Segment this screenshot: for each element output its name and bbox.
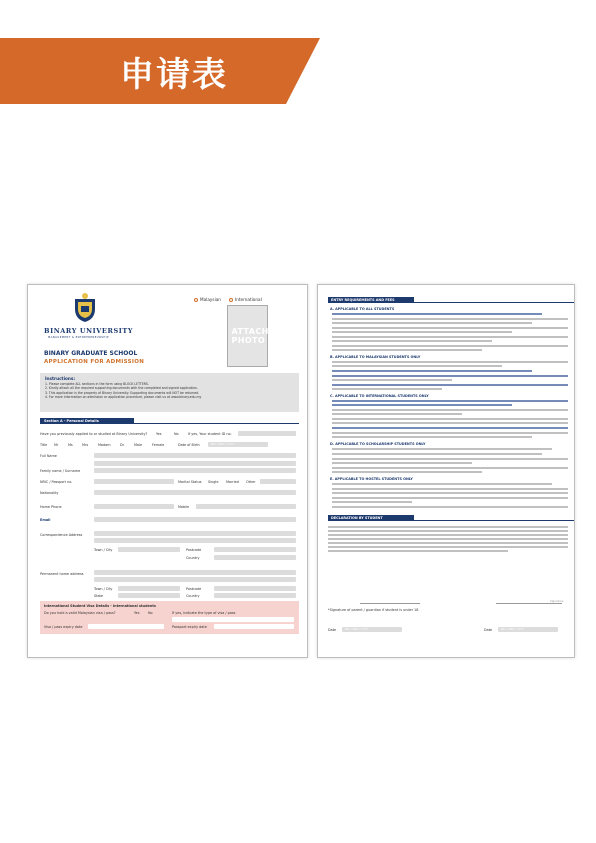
section-e-heading: E. APPLICABLE TO HOSTEL STUDENTS ONLY bbox=[330, 477, 413, 481]
postcode-label-2: Postcode bbox=[186, 587, 202, 591]
attach-photo-box[interactable] bbox=[227, 305, 268, 367]
university-name: BINARY UNIVERSITY bbox=[44, 327, 134, 335]
date-input-2[interactable]: DD / MM / YYYY bbox=[498, 627, 558, 632]
mobile-input[interactable] bbox=[196, 504, 296, 509]
mobile-label: Mobile bbox=[178, 505, 190, 509]
marital-other-input[interactable] bbox=[260, 479, 296, 484]
email-label: Email bbox=[40, 518, 51, 522]
postcode-input-2[interactable] bbox=[214, 586, 296, 591]
instructions-box bbox=[40, 373, 299, 412]
radio-international[interactable]: International bbox=[229, 297, 262, 302]
dob-label: Date of Birth bbox=[178, 443, 200, 447]
full-name-input[interactable] bbox=[94, 453, 296, 458]
instruction-item: 4. For more information on admission or application procedure, please visit us at www.binary.edu.my bbox=[45, 395, 202, 400]
radio-malaysian[interactable]: Malaysian bbox=[194, 297, 221, 302]
form-subtitle: APPLICATION FOR ADMISSION bbox=[44, 359, 145, 365]
section-b-heading: B. APPLICABLE TO MALAYSIAN STUDENTS ONLY bbox=[330, 355, 421, 359]
family-name-label: Family name / Surname bbox=[40, 469, 81, 473]
nric-label: NRIC / Passport no. bbox=[40, 480, 73, 484]
marital-label: Marital Status bbox=[178, 480, 202, 484]
dob-input[interactable]: DD / MM / YYYY bbox=[208, 442, 268, 447]
town-city-label: Town / City bbox=[94, 548, 113, 552]
country-label: Country bbox=[186, 556, 200, 560]
title-option[interactable]: Male bbox=[134, 443, 143, 447]
university-crest-icon bbox=[72, 293, 98, 323]
university-subtitle: MANAGEMENT & ENTREPRENEURSHIP bbox=[48, 336, 109, 339]
town-city-input[interactable] bbox=[118, 547, 180, 552]
instruction-item: 1. Please complete ALL sections in the form using BLOCK LETTERS. bbox=[45, 382, 149, 386]
section-a-header: Section A - Personal Details bbox=[40, 418, 299, 424]
date-label-2: Date bbox=[484, 628, 493, 632]
correspondence-input[interactable] bbox=[94, 531, 296, 536]
signature-line-2[interactable] bbox=[496, 603, 562, 604]
passport-expiry-input[interactable] bbox=[214, 624, 294, 629]
marital-option[interactable]: Married bbox=[226, 480, 239, 484]
correspondence-label: Correspondence Address bbox=[40, 533, 83, 537]
title-option[interactable]: Madam bbox=[98, 443, 111, 447]
declaration-header: DECLARATION BY STUDENT bbox=[328, 515, 575, 521]
section-rule bbox=[134, 418, 299, 424]
application-form-page bbox=[27, 284, 308, 658]
yes-option[interactable]: Yes bbox=[156, 432, 162, 436]
signature-line[interactable] bbox=[360, 603, 420, 604]
nric-input[interactable] bbox=[94, 479, 174, 484]
title-option[interactable]: Female bbox=[152, 443, 165, 447]
visa-type-input[interactable] bbox=[172, 617, 294, 622]
no-option[interactable]: No bbox=[174, 432, 179, 436]
parent-signature-note: *Signature of parent / guardian if student is under 18 bbox=[328, 608, 419, 612]
visa-heading: International Student Visa Details - International students bbox=[44, 604, 156, 608]
permanent-address-input-2[interactable] bbox=[94, 577, 296, 582]
nationality-input[interactable] bbox=[94, 490, 296, 495]
section-d-heading: D. APPLICABLE TO SCHOLARSHIP STUDENTS ONLY bbox=[330, 442, 426, 446]
town-city-input-2[interactable] bbox=[118, 586, 180, 591]
school-name: BINARY GRADUATE SCHOOL bbox=[44, 350, 138, 357]
student-id-label: If yes, Your student ID no. bbox=[188, 432, 232, 436]
marital-option[interactable]: Single bbox=[208, 480, 219, 484]
entry-requirements-header: ENTRY REQUIREMENTS AND FEES bbox=[328, 297, 575, 303]
date-label: Date bbox=[328, 628, 337, 632]
family-name-input[interactable] bbox=[94, 468, 296, 473]
instructions-heading: Instructions: bbox=[45, 376, 76, 381]
correspondence-input-2[interactable] bbox=[94, 538, 296, 543]
full-name-label: Full Name bbox=[40, 454, 57, 458]
visa-question: Do you hold a valid Malaysian visa / pass? bbox=[44, 611, 116, 615]
country-input[interactable] bbox=[214, 555, 296, 560]
signature-label: Signature bbox=[550, 599, 564, 603]
permanent-address-input[interactable] bbox=[94, 570, 296, 575]
international-visa-box bbox=[40, 601, 299, 634]
section-c-heading: C. APPLICABLE TO INTERNATIONAL STUDENTS ONLY bbox=[330, 394, 429, 398]
postcode-label: Postcode bbox=[186, 548, 202, 552]
visa-type-label: If yes, indicate the type of visa / pass bbox=[172, 611, 236, 615]
nationality-label: Nationality bbox=[40, 491, 59, 495]
instruction-item: 2. Kindly attach all the required supporting documents with the completed and signed application. bbox=[45, 386, 198, 391]
title-option[interactable]: Dr bbox=[120, 443, 125, 447]
declaration-page bbox=[317, 284, 575, 658]
title-option[interactable]: Ms bbox=[68, 443, 73, 447]
passport-expiry-label: Passport expiry date bbox=[172, 625, 207, 629]
country-label-2: Country bbox=[186, 594, 200, 598]
radio-circle-icon bbox=[229, 298, 233, 302]
home-phone-label: Home Phone bbox=[40, 505, 62, 509]
full-name-input-2[interactable] bbox=[94, 461, 296, 466]
visa-yes[interactable]: Yes bbox=[134, 611, 140, 615]
radio-circle-icon bbox=[194, 298, 198, 302]
state-input[interactable] bbox=[118, 593, 180, 598]
town-city-label-2: Town / City bbox=[94, 587, 113, 591]
applied-before-label: Have you previously applied to or studied at Binary University? bbox=[40, 432, 148, 436]
attach-photo-label: ATTACH PHOTO bbox=[231, 327, 269, 345]
home-phone-input[interactable] bbox=[94, 504, 174, 509]
email-input[interactable] bbox=[94, 517, 296, 522]
country-input-2[interactable] bbox=[214, 593, 296, 598]
marital-option[interactable]: Other bbox=[246, 480, 256, 484]
visa-expiry-label: Visa / pass expiry date bbox=[44, 625, 83, 629]
section-a-heading: A. APPLICABLE TO ALL STUDENTS bbox=[330, 307, 395, 311]
title-label: Title bbox=[40, 443, 48, 447]
date-input[interactable]: DD / MM / YYYY bbox=[342, 627, 402, 632]
state-label: State bbox=[94, 594, 103, 598]
student-id-input[interactable] bbox=[238, 431, 296, 436]
instruction-item: 3. This application is the property of Binary University. Supporting documents will NOT be returned. bbox=[45, 390, 200, 395]
postcode-input[interactable] bbox=[214, 547, 296, 552]
header-banner bbox=[0, 38, 320, 104]
visa-no[interactable]: No bbox=[148, 611, 153, 615]
visa-expiry-input[interactable] bbox=[88, 624, 164, 629]
title-option[interactable]: Mrs bbox=[82, 443, 89, 447]
permanent-address-label: Permanent home address bbox=[40, 572, 84, 576]
title-option[interactable]: Mr bbox=[54, 443, 59, 447]
banner-title: 申请表 bbox=[120, 55, 228, 95]
